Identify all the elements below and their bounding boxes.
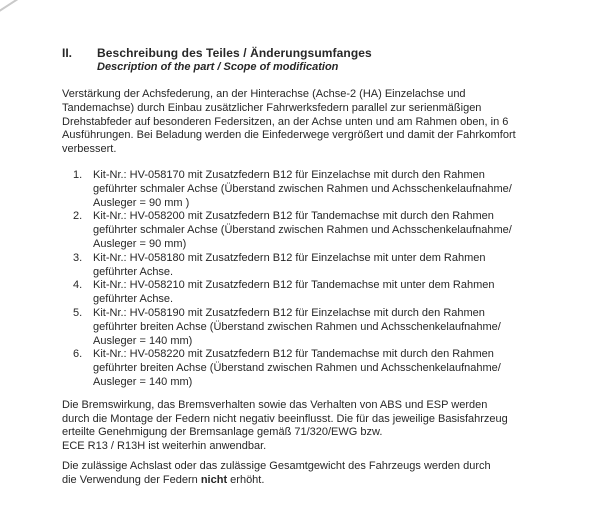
text-line: Ausleger = 90 mm ): [93, 196, 190, 209]
kit-item-number: 1.: [73, 168, 83, 181]
text-line: geführter Achse.: [93, 293, 174, 306]
intro-paragraph: [62, 88, 546, 157]
brakes-paragraph: [62, 399, 546, 454]
kit-list-item: [73, 307, 546, 348]
kit-item-number: 4.: [73, 279, 83, 292]
text-line: Kit-Nr.: HV-058210 mit Zusatzfedern B12 für Tandemachse mit unter dem Rahmen: [93, 279, 495, 292]
kit-list-item: [73, 348, 546, 389]
text-line: geführter breiten Achse (Überstand zwischen Rahmen und Achsschenkelaufnahme/: [93, 362, 501, 375]
kit-list-item: [73, 169, 546, 210]
kit-item-text: [93, 210, 546, 251]
kit-list-item: [73, 252, 546, 280]
text-line: Ausleger = 140 mm): [93, 334, 193, 347]
section-number: II.: [62, 46, 73, 60]
text-line: Ausleger = 90 mm): [93, 237, 187, 250]
kit-item-text: [93, 307, 546, 348]
text-line: ECE R13 / R13H ist weiterhin anwendbar.: [62, 440, 267, 453]
text-line: Die Bremswirkung, das Bremsverhalten sowie das Verhalten von ABS und ESP werden: [62, 398, 488, 411]
kit-list: [62, 169, 546, 390]
kit-item-text: [93, 252, 546, 280]
text-line: geführter schmaler Achse (Überstand zwischen Rahmen und Achsschenkelaufnahme/: [93, 182, 512, 195]
document-content: [62, 46, 546, 488]
text-line: [62, 474, 546, 488]
section-title-english: Description of the part / Scope of modification: [97, 61, 339, 73]
section-titles: [97, 46, 372, 74]
text-segment: erhöht.: [227, 473, 265, 486]
text-line: Die zulässige Achslast oder das zulässige Gesamtgewicht des Fahrzeugs werden durch: [62, 459, 491, 472]
section-heading: [62, 46, 546, 74]
emphasized-text: nicht: [200, 473, 228, 486]
text-line: erteilte Genehmigung der Bremsanlage gemäß 71/320/EWG bzw.: [62, 426, 383, 439]
text-line: Tandemachse) durch Einbau zusätzlicher Fahrwerksfedern parallel zur serienmäßigen: [62, 101, 482, 114]
section-title-german: Beschreibung des Teiles / Änderungsumfanges: [97, 46, 372, 60]
kit-item-number: 6.: [73, 348, 83, 361]
text-line: Ausleger = 140 mm): [93, 375, 193, 388]
text-line: Kit-Nr.: HV-058170 mit Zusatzfedern B12 für Einzelachse mit durch den Rahmen: [93, 168, 485, 181]
text-line: durch die Montage der Federn nicht negativ beeinflusst. Die für das jeweilige Basisfahrzeug: [62, 412, 508, 425]
kit-item-text: [93, 169, 546, 210]
text-line: Kit-Nr.: HV-058190 mit Zusatzfedern B12 für Einzelachse mit durch den Rahmen: [93, 306, 485, 319]
axle-load-paragraph: [62, 460, 546, 488]
kit-item-number: 5.: [73, 306, 83, 319]
kit-item-number: 3.: [73, 251, 83, 264]
text-line: verbessert.: [62, 143, 117, 156]
text-line: geführter Achse.: [93, 265, 174, 278]
kit-item-text: [93, 279, 546, 307]
text-line: Kit-Nr.: HV-058220 mit Zusatzfedern B12 für Tandemachse mit durch den Rahmen: [93, 348, 494, 361]
text-line: Verstärkung der Achsfederung, an der Hinterachse (Achse-2 (HA) Einzelachse und: [62, 88, 466, 100]
text-line: Drehstabfeder auf besonderen Federsitzen, an der Achse unten und am Rahmen oben, in 6: [62, 115, 509, 128]
scan-corner-mark: [0, 0, 18, 13]
text-line: Kit-Nr.: HV-058180 mit Zusatzfedern B12 für Einzelachse mit unter dem Rahmen: [93, 251, 486, 264]
kit-list-item: [73, 279, 546, 307]
kit-list-item: [73, 210, 546, 251]
kit-item-number: 2.: [73, 210, 83, 223]
kit-item-text: [93, 348, 546, 389]
text-line: Kit-Nr.: HV-058200 mit Zusatzfedern B12 für Tandemachse mit durch den Rahmen: [93, 210, 494, 223]
text-line: Ausführungen. Bei Beladung werden die Einfederwege vergrößert und damit der Fahrkomfort: [62, 129, 516, 142]
text-line: geführter schmaler Achse (Überstand zwischen Rahmen und Achsschenkelaufnahme/: [93, 224, 512, 237]
text-line: geführter breiten Achse (Überstand zwischen Rahmen und Achsschenkelaufnahme/: [93, 320, 501, 333]
text-segment: die Verwendung der Federn: [62, 473, 201, 486]
